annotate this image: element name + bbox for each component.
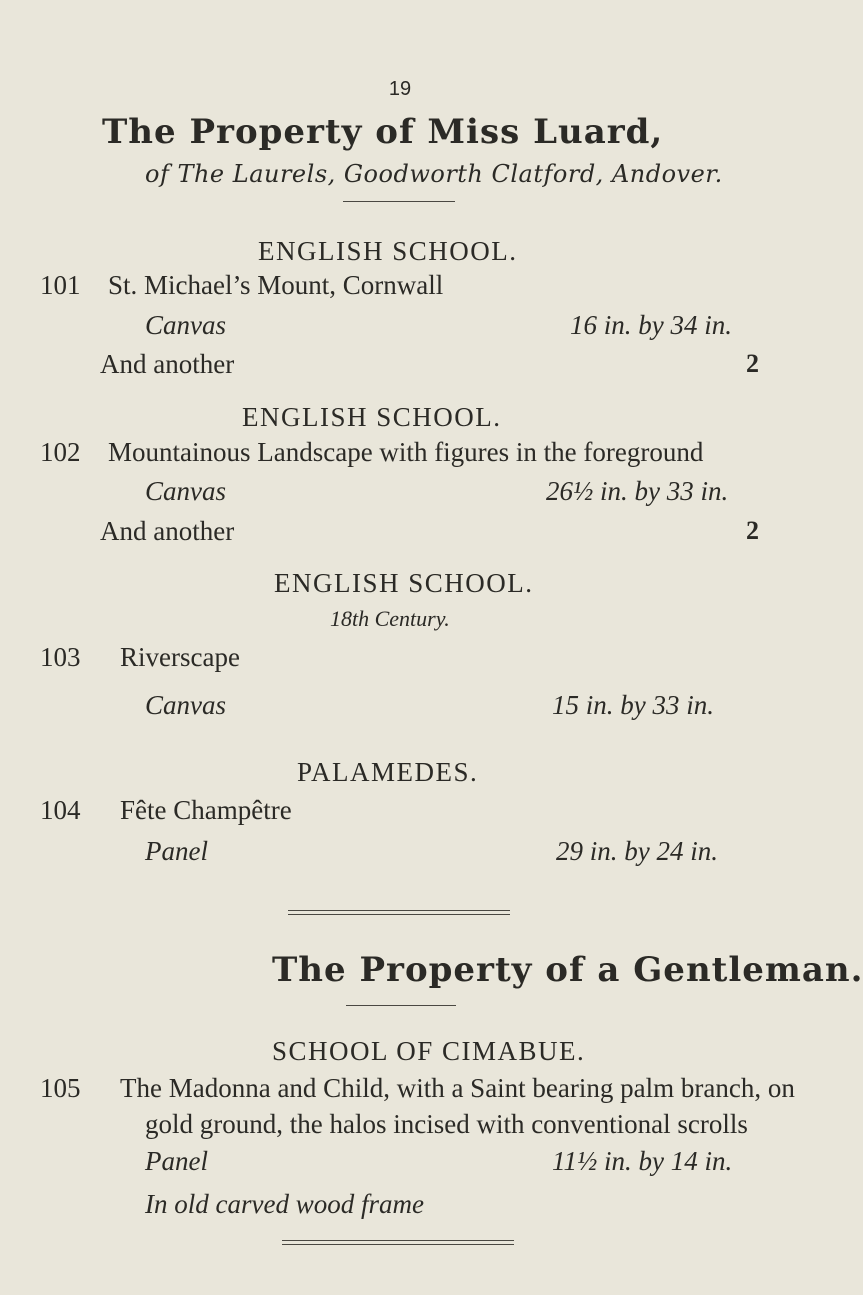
school-heading: ENGLISH SCHOOL.	[258, 236, 518, 266]
property-heading: The Property of a Gentleman.	[272, 950, 863, 990]
lot-count: 2	[746, 516, 759, 545]
divider	[288, 910, 510, 911]
lot-dimensions: 11½ in. by 14 in.	[552, 1146, 733, 1176]
lot-number: 104	[40, 795, 81, 825]
school-heading: PALAMEDES.	[297, 757, 479, 787]
lot-medium: Panel	[145, 1146, 208, 1176]
lot-title: Mountainous Landscape with figures in the foreground	[108, 437, 704, 467]
divider	[343, 201, 455, 202]
lot-number: 101	[40, 270, 81, 300]
lot-dimensions: 29 in. by 24 in.	[556, 836, 718, 866]
lot-dimensions: 26½ in. by 33 in.	[546, 476, 729, 506]
lot-number: 103	[40, 642, 81, 672]
lot-medium: Canvas	[145, 310, 226, 340]
lot-title: St. Michael’s Mount, Cornwall	[108, 270, 444, 300]
school-heading: ENGLISH SCHOOL.	[242, 402, 502, 432]
lot-extra: And another	[100, 516, 235, 546]
lot-count: 2	[746, 349, 759, 378]
lot-dimensions: 15 in. by 33 in.	[552, 690, 714, 720]
lot-title: Fête Champêtre	[120, 795, 292, 825]
lot-medium: Panel	[145, 836, 208, 866]
divider	[282, 1240, 514, 1241]
lot-number: 102	[40, 437, 81, 467]
school-heading: SCHOOL OF CIMABUE.	[272, 1036, 586, 1066]
lot-title-continued: gold ground, the halos incised with conventional scrolls	[145, 1109, 748, 1139]
century-label: 18th Century.	[330, 606, 450, 631]
property-subheading: of The Laurels, Goodworth Clatford, Andover.	[145, 160, 723, 188]
school-heading: ENGLISH SCHOOL.	[274, 568, 534, 598]
lot-number: 105	[40, 1073, 81, 1103]
lot-title: Riverscape	[120, 642, 240, 672]
lot-dimensions: 16 in. by 34 in.	[570, 310, 732, 340]
property-heading: The Property of Miss Luard,	[102, 112, 664, 152]
lot-title: The Madonna and Child, with a Saint bearing palm branch, on	[120, 1073, 795, 1103]
lot-medium: Canvas	[145, 690, 226, 720]
lot-extra: And another	[100, 349, 235, 379]
divider	[288, 914, 510, 915]
divider	[282, 1244, 514, 1245]
lot-medium: Canvas	[145, 476, 226, 506]
page-number: 19	[388, 78, 412, 100]
divider	[346, 1005, 456, 1006]
lot-note: In old carved wood frame	[145, 1189, 424, 1219]
